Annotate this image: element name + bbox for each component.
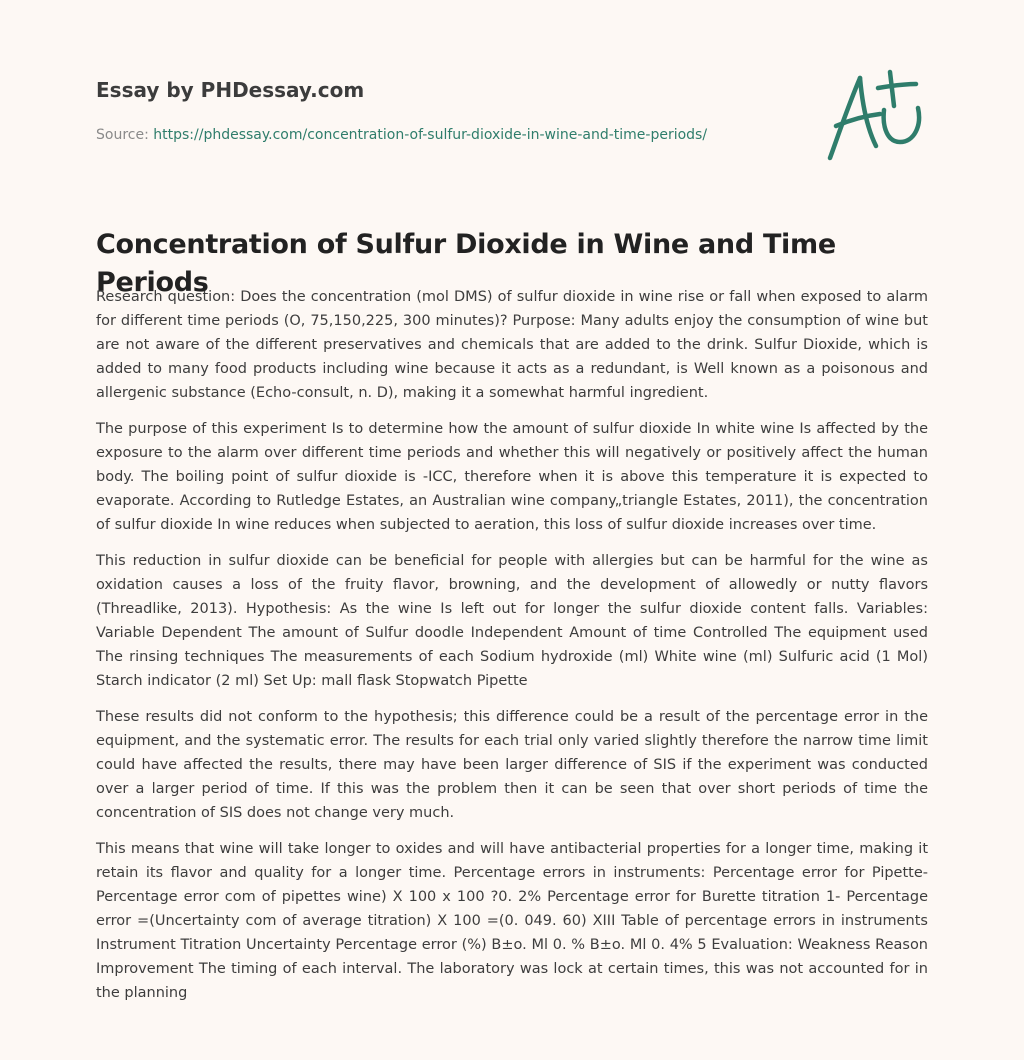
source-link[interactable]: https://phdessay.com/concentration-of-sulfur-dioxide-in-wine-and-time-periods/: [153, 127, 708, 143]
logo-swoosh: [884, 108, 919, 142]
essay-body: [96, 285, 928, 1017]
essay-paragraph: This reduction in sulfur dioxide can be beneficial for people with allergies but can be harmful for the wine as oxidation causes a loss of the fruity flavor, browning, and the development of allowedly or nutty flavors (Threadlike, 2013). Hypothesis: As the wine Is left out for longer the sulfur dioxide content falls. Variables: Variable Dependent The amount of Sulfur doodle Independent Amount of time Controlled The equipment used The rinsing techniques The measurements of each Sodium hydroxide (ml) White wine (ml) Sulfuric acid (1 Mol) Starch indicator (2 ml) Set Up: mall flask Stopwatch Pipette: [96, 553, 928, 689]
essay-paragraph: Research question: Does the concentration (mol DMS) of sulfur dioxide in wine rise or fall when exposed to alarm for different time periods (O, 75,150,225, 300 minutes)? Purpose: Many adults enjoy the consumption of wine but are not aware of the different preservatives and chemicals that are added to the drink. Sulfur Dioxide, which is added to many food products including wine because it acts as a redundant, is Well known as a poisonous and allergenic substance (Echo-consult, n. D), making it a somewhat harmful ingredient.: [96, 289, 928, 401]
logo-a-right-stroke: [860, 78, 876, 146]
logo-plus-horizontal: [878, 84, 916, 88]
essay-title: Concentration of Sulfur Dioxide in Wine and Time Periods: [96, 229, 836, 298]
essay-paragraph: These results did not conform to the hypothesis; this difference could be a result of the percentage error in the equipment, and the systematic error. The results for each trial only varied slightly therefore the narrow time limit could have affected the results, there may have been larger difference of SIS if the experiment was conducted over a larger period of time. If this was the problem then it can be seen that over short periods of time the concentration of SIS does not change very much.: [96, 709, 928, 821]
source-label: Source:: [96, 127, 154, 143]
logo-plus-vertical: [890, 72, 894, 106]
site-brand: Essay by PHDessay.com: [96, 78, 365, 102]
essay-paragraph: The purpose of this experiment Is to determine how the amount of sulfur dioxide In white wine Is affected by the exposure to the alarm over different time periods and whether this will negatively or positively affect the human body. The boiling point of sulfur dioxide is -ICC, therefore when it is above this temperature it is expected to evaporate. According to Rutledge Estates, an Australian wine company„triangle Estates, 2011), the concentration of sulfur dioxide In wine reduces when subjected to aeration, this loss of sulfur dioxide increases over time.: [96, 421, 928, 533]
source-line: [96, 125, 796, 145]
a-plus-grade-icon: [818, 66, 930, 166]
a-plus-logo-svg: [818, 66, 930, 166]
essay-paragraph: This means that wine will take longer to oxides and will have antibacterial properties for a longer time, making it retain its flavor and quality for a longer time. Percentage errors in instruments: Percentage error for Pipette- Percentage error com of pipettes wine) X 100 x 100 ?0. 2% Percentage error for Burette titration 1- Percentage error =(Uncertainty com of average titration) X 100 =(0. 049. 60) XIII Table of percentage errors in instruments Instrument Titration Uncertainty Percentage error (%) B±o. Ml 0. % B±o. Ml 0. 4% 5 Evaluation: Weakness Reason Improvement The timing of each interval. The laboratory was lock at certain times, this was not accounted for in the planning: [96, 841, 928, 1001]
essay-header: [96, 76, 796, 145]
